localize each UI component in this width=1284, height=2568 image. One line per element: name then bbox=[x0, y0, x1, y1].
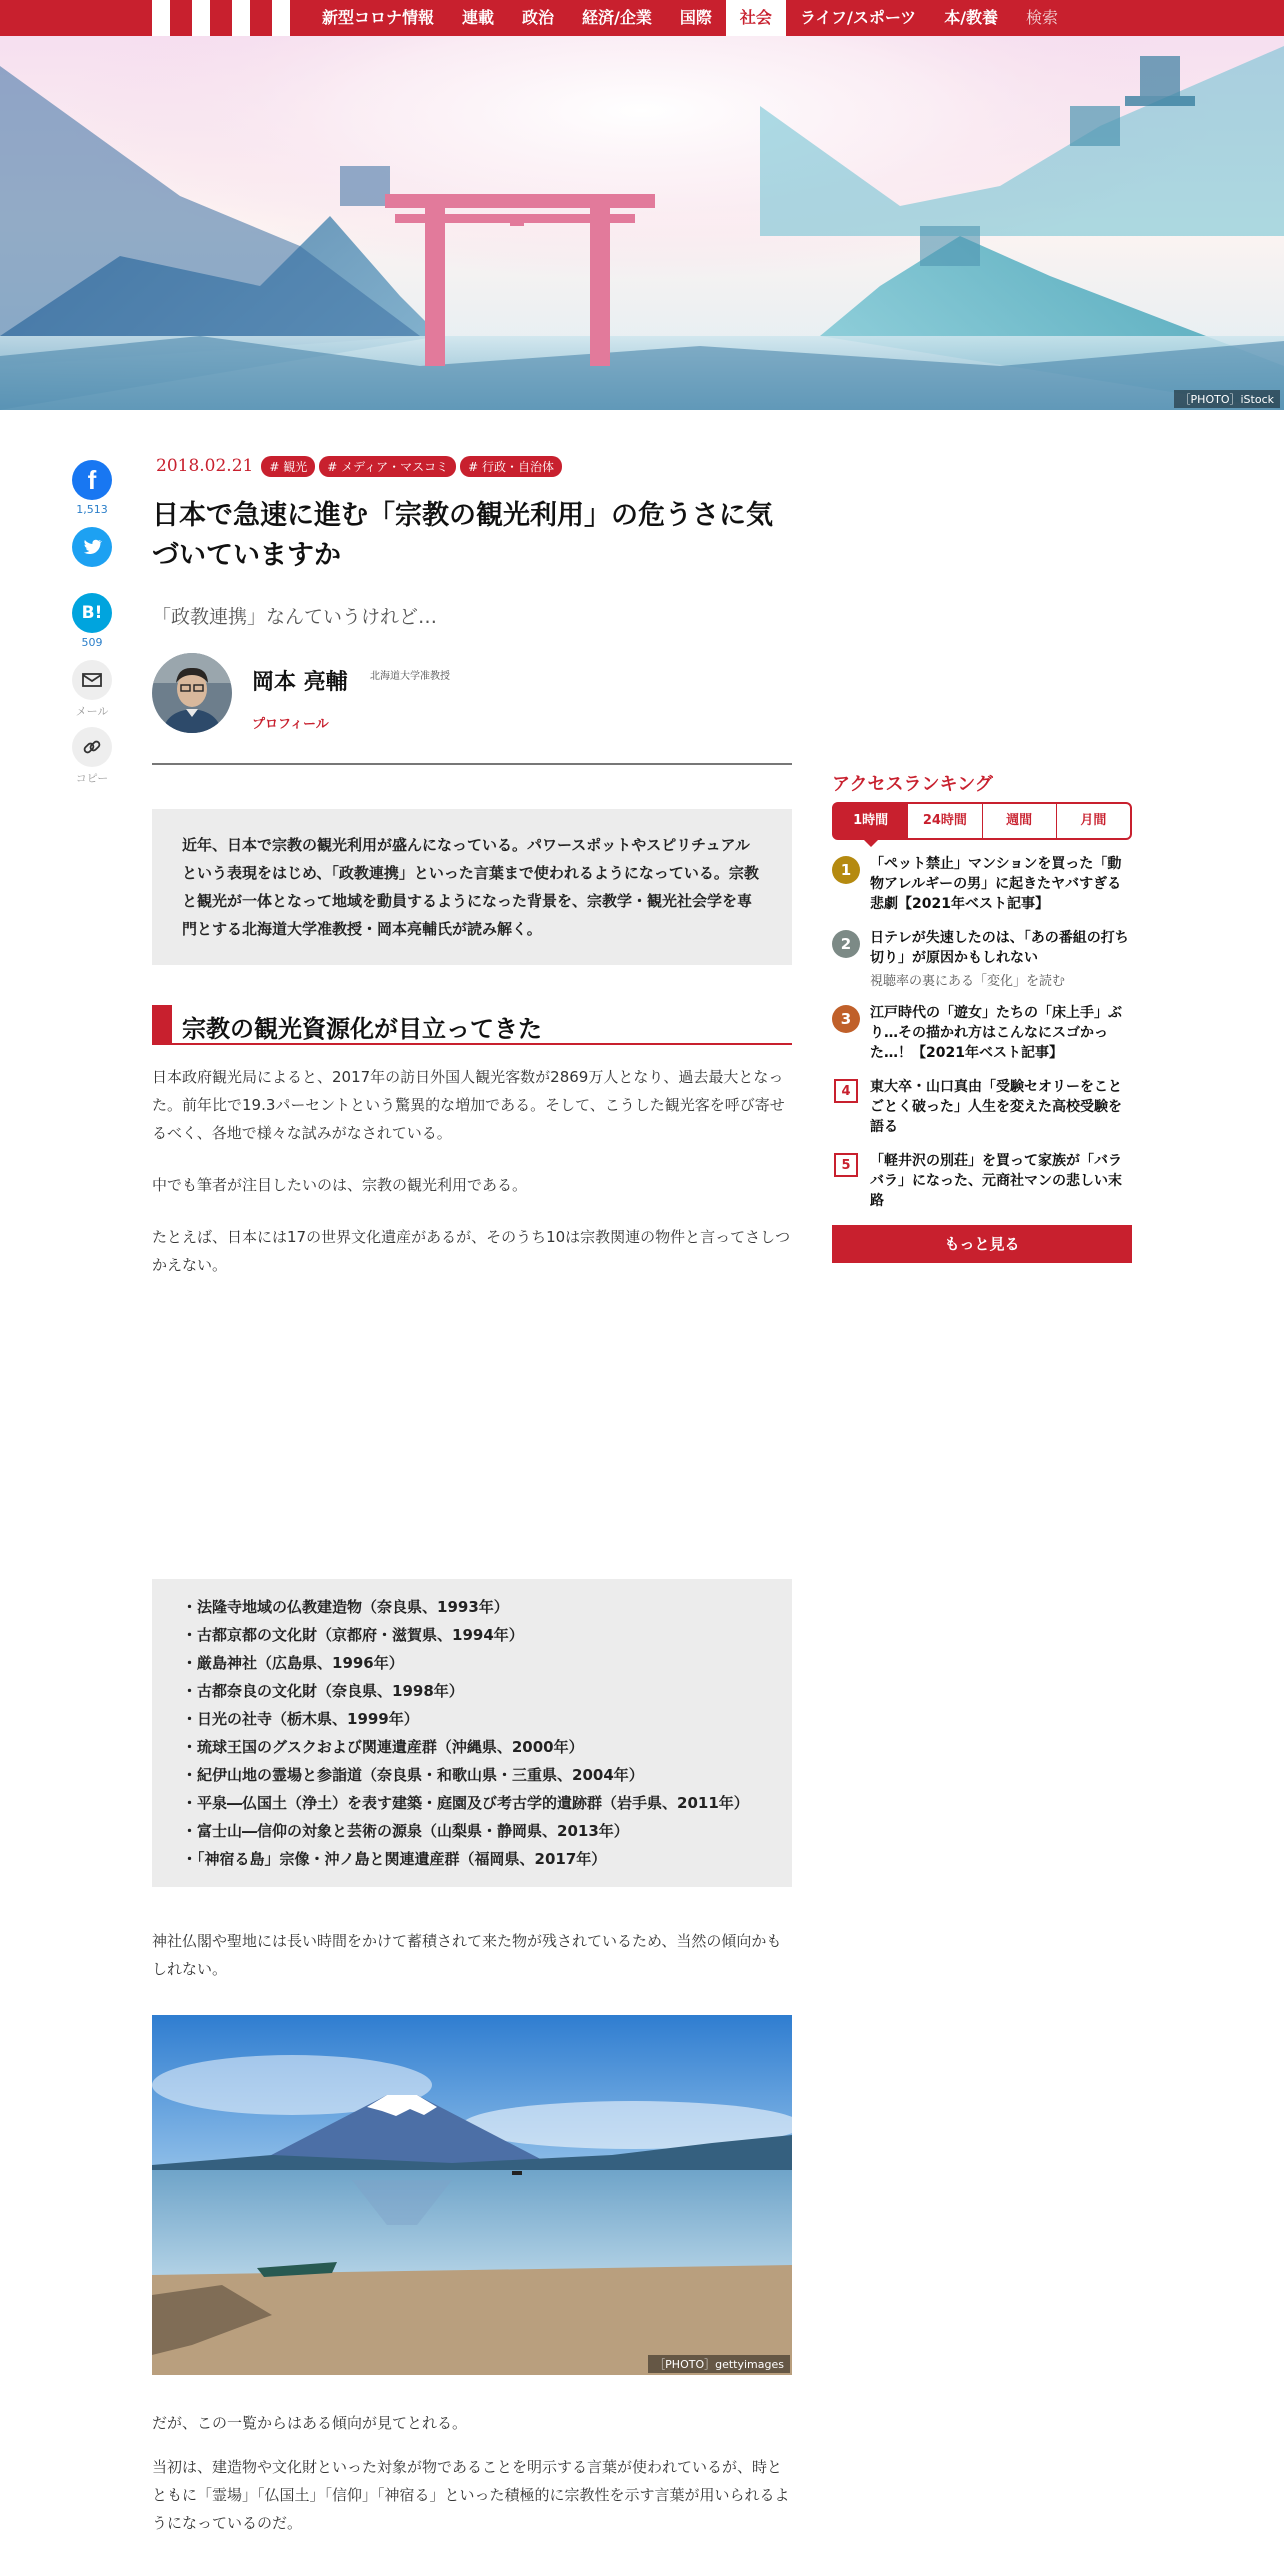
ranking-tab[interactable]: 24時間 bbox=[907, 804, 981, 838]
list-item: ・「神宿る島」宗像・沖ノ島と関連遺産群（福岡県、2017年） bbox=[182, 1850, 607, 1868]
link-icon bbox=[82, 737, 102, 757]
list-item: ・琉球王国のグスクおよび関連遺産群（沖縄県、2000年） bbox=[182, 1738, 584, 1756]
article-subtitle: 「政教連携」なんていうけれど… bbox=[152, 606, 438, 628]
nav-search[interactable]: 検索 bbox=[1026, 8, 1059, 27]
rank-number: 2 bbox=[832, 930, 860, 958]
nav-menu bbox=[308, 0, 1072, 36]
paragraph: 中でも筆者が注目したいのは、宗教の観光利用である。 bbox=[152, 1176, 528, 1194]
ranking-tabs bbox=[832, 802, 1132, 840]
twitter-icon bbox=[81, 536, 103, 558]
author-name[interactable]: 岡本 亮輔 bbox=[252, 670, 348, 695]
more-button[interactable]: もっと見る bbox=[832, 1225, 1132, 1263]
heritage-list bbox=[152, 1579, 792, 1887]
rank-number: 3 bbox=[832, 1005, 860, 1033]
article-lead: 近年、日本で宗教の観光利用が盛んになっている。パワースポットやスピリチュアルという表現をはじめ、「政教連携」といった言葉まで使われるようになっている。宗教と観光が一体となって地域を動員するようになった背景を、宗教学・観光社会学を専門とする北海道大学准教授・岡本亮輔氏が読み解く。 bbox=[152, 809, 792, 965]
copy-label: コピー bbox=[75, 772, 109, 785]
list-item: ・紀伊山地の霊場と参詣道（奈良県・和歌山県・三重県、2004年） bbox=[182, 1766, 644, 1784]
ranking-tab[interactable]: 月間 bbox=[1056, 804, 1130, 838]
list-item: ・法隆寺地域の仏教建造物（奈良県、1993年） bbox=[182, 1598, 509, 1616]
twitter-share-button[interactable] bbox=[72, 527, 112, 567]
article-title: 日本で急速に進む「宗教の観光利用」の危うさに気づいていますか bbox=[152, 500, 773, 571]
ranking-item[interactable] bbox=[832, 1003, 1132, 1063]
author-role: 北海道大学准教授 bbox=[370, 671, 450, 682]
tag-link[interactable]: # 観光 bbox=[261, 456, 315, 477]
nav-item[interactable]: 国際 bbox=[679, 8, 712, 27]
article-meta bbox=[152, 452, 792, 480]
rank-subtitle: 視聴率の裏にある「変化」を読む bbox=[870, 974, 1066, 989]
tag-link[interactable]: # メディア・マスコミ bbox=[319, 456, 456, 477]
rank-title: 東大卒・山口真由「受験セオリーをことごとく破った」人生を変えた高校受験を語る bbox=[870, 1079, 1122, 1135]
nav-item[interactable]: 新型コロナ情報 bbox=[322, 8, 435, 27]
author-box bbox=[152, 653, 792, 733]
paragraph: 神社仏閣や聖地には長い時間をかけて蓄積されて来た物が残されているため、当然の傾向かもしれない。 bbox=[152, 1932, 782, 1978]
list-item: ・日光の社寺（栃木県、1999年） bbox=[182, 1710, 419, 1728]
site-logo[interactable] bbox=[152, 0, 290, 36]
author-avatar[interactable] bbox=[152, 653, 232, 733]
rank-number: 5 bbox=[834, 1153, 858, 1177]
author-profile-link[interactable]: プロフィール bbox=[252, 717, 329, 732]
paragraph: 日本政府観光局によると、2017年の訪日外国人観光客数が2869万人となり、過去最大となった。前年比で19.3パーセントという驚異的な増加である。そして、こうした観光客を呼び寄せるべく、各地で様々な試みがなされている。 bbox=[152, 1068, 785, 1142]
paragraph: たとえば、日本には17の世界文化遺産があるが、そのうち10は宗教関連の物件と言ってさしつかえない。 bbox=[152, 1228, 791, 1274]
list-item: ・古都京都の文化財（京都府・滋賀県、1994年） bbox=[182, 1626, 524, 1644]
nav-item[interactable]: ライフ/スポーツ bbox=[799, 8, 917, 27]
photo-credit: ［PHOTO］gettyimages bbox=[648, 2355, 790, 2373]
rank-title: 日テレが失速したのは、「あの番組の打ち切り」が原因かもしれない bbox=[870, 930, 1129, 966]
list-item: ・富士山―信仰の対象と芸術の源泉（山梨県・静岡県、2013年） bbox=[182, 1822, 629, 1840]
hatena-count: 509 bbox=[81, 636, 103, 649]
ranking-item[interactable] bbox=[832, 854, 1132, 914]
ranking-tab[interactable]: 1時間 bbox=[834, 804, 907, 838]
mail-icon bbox=[82, 672, 102, 688]
nav-item[interactable]: 社会 bbox=[726, 0, 786, 36]
facebook-share-button[interactable] bbox=[72, 460, 112, 500]
section-heading: 宗教の観光資源化が目立ってきた bbox=[152, 1005, 792, 1045]
nav-item[interactable]: 連載 bbox=[462, 8, 495, 27]
mail-label: メール bbox=[75, 705, 109, 718]
fuji-photo bbox=[152, 2015, 792, 2375]
top-nav bbox=[0, 0, 1284, 36]
paragraph: 当初は、建造物や文化財といった対象が物であることを明示する言葉が使われているが、時とともに「霊場」「仏国土」「信仰」「神宿る」といった積極的に宗教性を示す言葉が用いられるようになっているのだ。 bbox=[152, 2458, 790, 2532]
facebook-icon: f bbox=[87, 464, 97, 495]
ranking-item[interactable] bbox=[832, 1077, 1132, 1137]
hatena-bookmark-button[interactable] bbox=[72, 593, 112, 633]
hero-photo-credit: ［PHOTO］iStock bbox=[1174, 390, 1280, 408]
tag-link[interactable]: # 行政・自治体 bbox=[460, 456, 562, 477]
list-item: ・平泉―仏国土（浄土）を表す建築・庭園及び考古学的遺跡群（岩手県、2011年） bbox=[182, 1794, 749, 1812]
ranking-title: アクセスランキング bbox=[832, 774, 993, 795]
ranking-list bbox=[832, 854, 1132, 1211]
list-item: ・古都奈良の文化財（奈良県、1998年） bbox=[182, 1682, 464, 1700]
rank-number: 4 bbox=[834, 1079, 858, 1103]
article-date: 2018.02.21 bbox=[156, 456, 254, 476]
share-buttons bbox=[70, 460, 114, 794]
copy-link-button[interactable] bbox=[72, 727, 112, 767]
list-item: ・厳島神社（広島県、1996年） bbox=[182, 1654, 404, 1672]
nav-item[interactable]: 政治 bbox=[522, 8, 555, 27]
ranking-tab[interactable]: 週間 bbox=[982, 804, 1056, 838]
rank-title: 江戸時代の「遊女」たちの「床上手」ぶり…その描かれ方はこんなにスゴかった…！【2021年ベスト記事】 bbox=[870, 1005, 1122, 1061]
ad-space bbox=[152, 1279, 792, 1579]
divider bbox=[152, 763, 792, 765]
nav-item[interactable]: 経済/企業 bbox=[582, 8, 652, 27]
ranking-item[interactable] bbox=[832, 928, 1132, 989]
nav-item[interactable]: 本/教養 bbox=[944, 8, 999, 27]
access-ranking bbox=[832, 770, 1132, 1263]
ranking-item[interactable] bbox=[832, 1151, 1132, 1211]
hatena-icon: B! bbox=[81, 603, 103, 623]
paragraph: だが、この一覧からはある傾向が見てとれる。 bbox=[152, 2414, 468, 2432]
facebook-share-count: 1,513 bbox=[76, 503, 108, 516]
rank-title: 「ペット禁止」マンションを買った「動物アレルギーの男」に起きたヤバすぎる悲劇【2021年ベスト記事】 bbox=[870, 856, 1122, 912]
hero-image bbox=[0, 36, 1284, 410]
mail-share-button[interactable] bbox=[72, 660, 112, 700]
article bbox=[152, 452, 792, 2537]
rank-number: 1 bbox=[832, 856, 860, 884]
rank-title: 「軽井沢の別荘」を買って家族が「バラバラ」になった、元商社マンの悲しい末路 bbox=[870, 1153, 1122, 1209]
